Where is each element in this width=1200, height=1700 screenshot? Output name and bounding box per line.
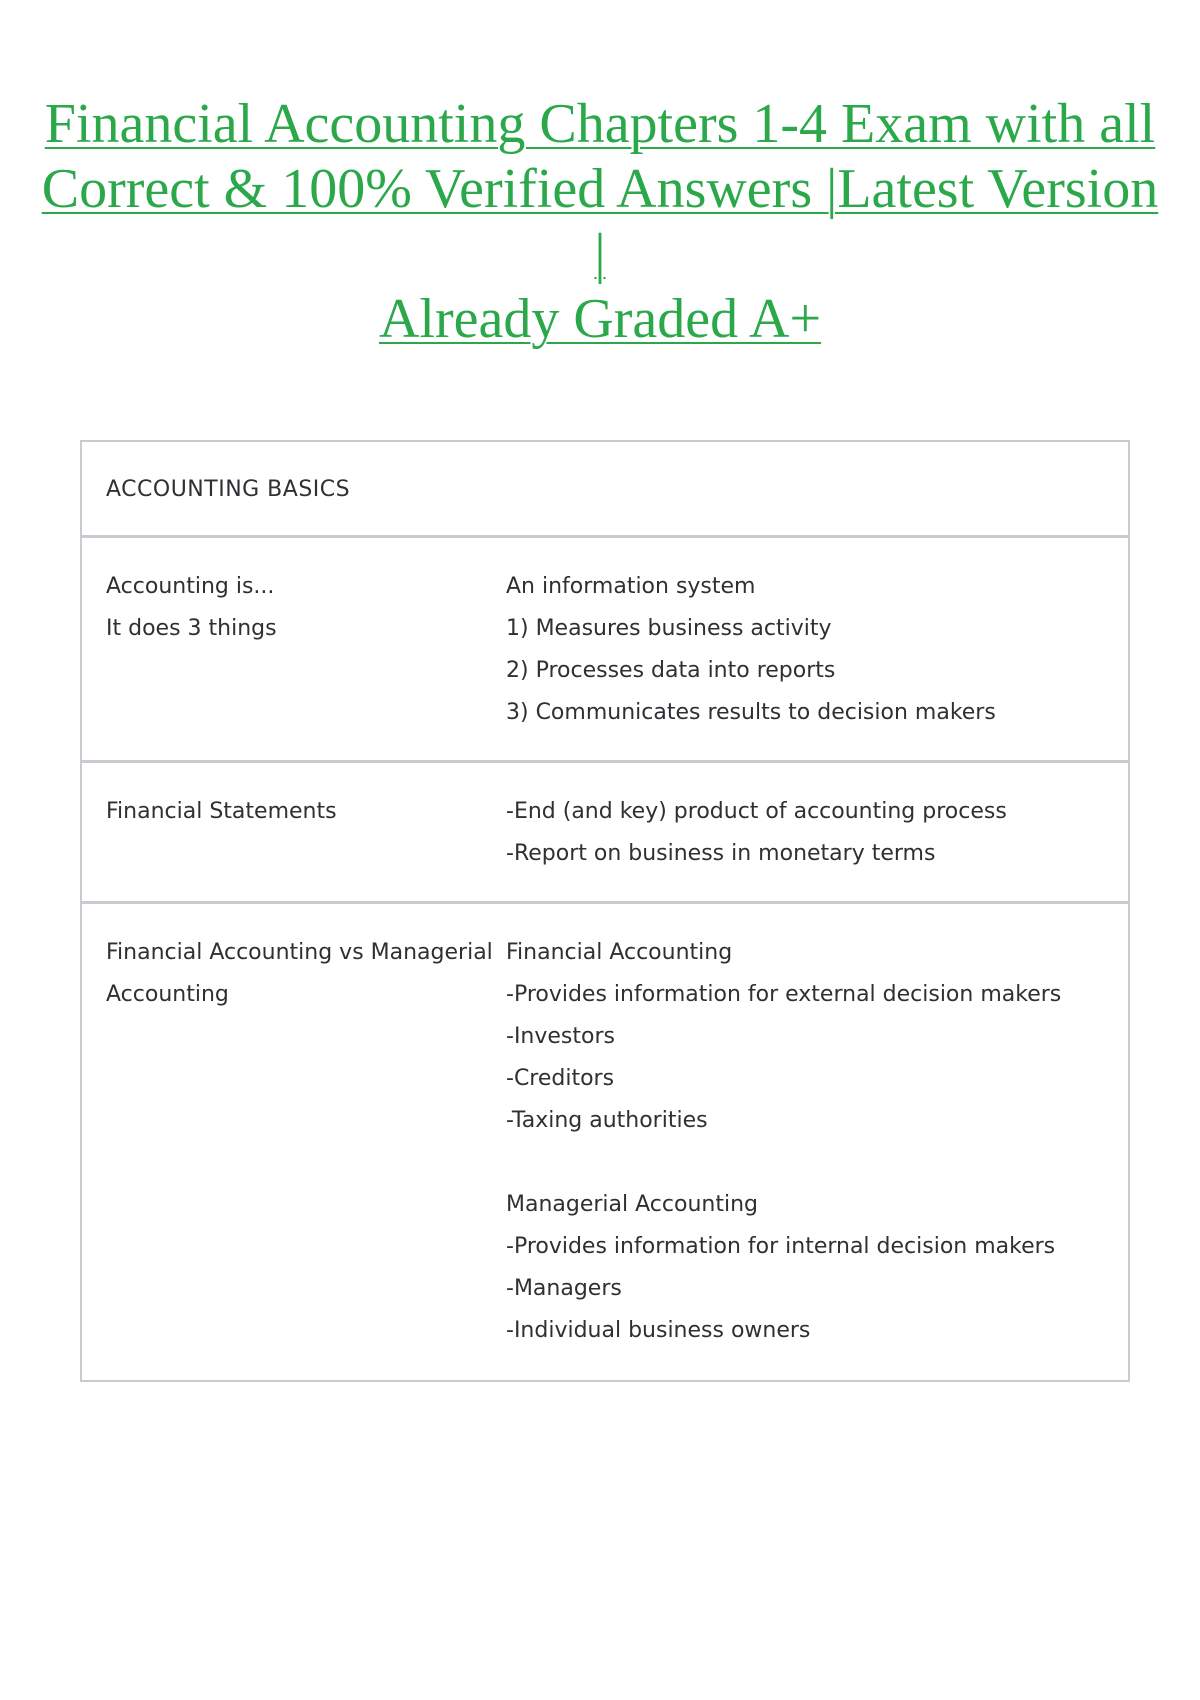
term-line: Financial Accounting vs Managerial bbox=[106, 940, 493, 965]
title-line-2: Correct & 100% Verified Answers |Latest Version | bbox=[41, 158, 1159, 285]
definition-cell bbox=[506, 566, 1128, 734]
definition-cell bbox=[506, 932, 1128, 1352]
term-line: Financial Statements bbox=[106, 799, 337, 824]
definition-line: Managerial Accounting bbox=[506, 1192, 758, 1217]
title-line-1: Financial Accounting Chapters 1-4 Exam with all bbox=[44, 93, 1156, 155]
definition-line: -Taxing authorities bbox=[506, 1108, 708, 1133]
definition-line: -Provides information for internal decision makers bbox=[506, 1234, 1056, 1259]
term-line: Accounting is... bbox=[106, 574, 275, 599]
document-title[interactable] bbox=[40, 92, 1160, 352]
definition-line: 1) Measures business activity bbox=[506, 616, 832, 641]
table-row bbox=[82, 904, 1128, 1380]
term-cell bbox=[82, 932, 506, 1352]
table-row bbox=[82, 538, 1128, 763]
definition-line: -Investors bbox=[506, 1024, 615, 1049]
term-line: Accounting bbox=[106, 982, 229, 1007]
definition-line: 2) Processes data into reports bbox=[506, 658, 836, 683]
section-header: ACCOUNTING BASICS bbox=[82, 442, 1128, 538]
definition-line: 3) Communicates results to decision makers bbox=[506, 700, 996, 725]
definition-line: -Individual business owners bbox=[506, 1318, 811, 1343]
definition-line: -Creditors bbox=[506, 1066, 615, 1091]
term-cell bbox=[82, 791, 506, 875]
definition-line: Financial Accounting bbox=[506, 940, 733, 965]
table-row bbox=[82, 763, 1128, 904]
definition-line: -Managers bbox=[506, 1276, 622, 1301]
definition-line: -Provides information for external decision makers bbox=[506, 982, 1062, 1007]
definition-line: -End (and key) product of accounting process bbox=[506, 799, 1007, 824]
title-line-3: Already Graded A+ bbox=[378, 288, 822, 350]
term-cell bbox=[82, 566, 506, 734]
definition-cell bbox=[506, 791, 1128, 875]
definition-line: -Report on business in monetary terms bbox=[506, 841, 936, 866]
flashcard-table bbox=[80, 440, 1130, 1382]
paragraph-gap bbox=[506, 1142, 1108, 1184]
term-line: It does 3 things bbox=[106, 616, 277, 641]
definition-line: An information system bbox=[506, 574, 756, 599]
